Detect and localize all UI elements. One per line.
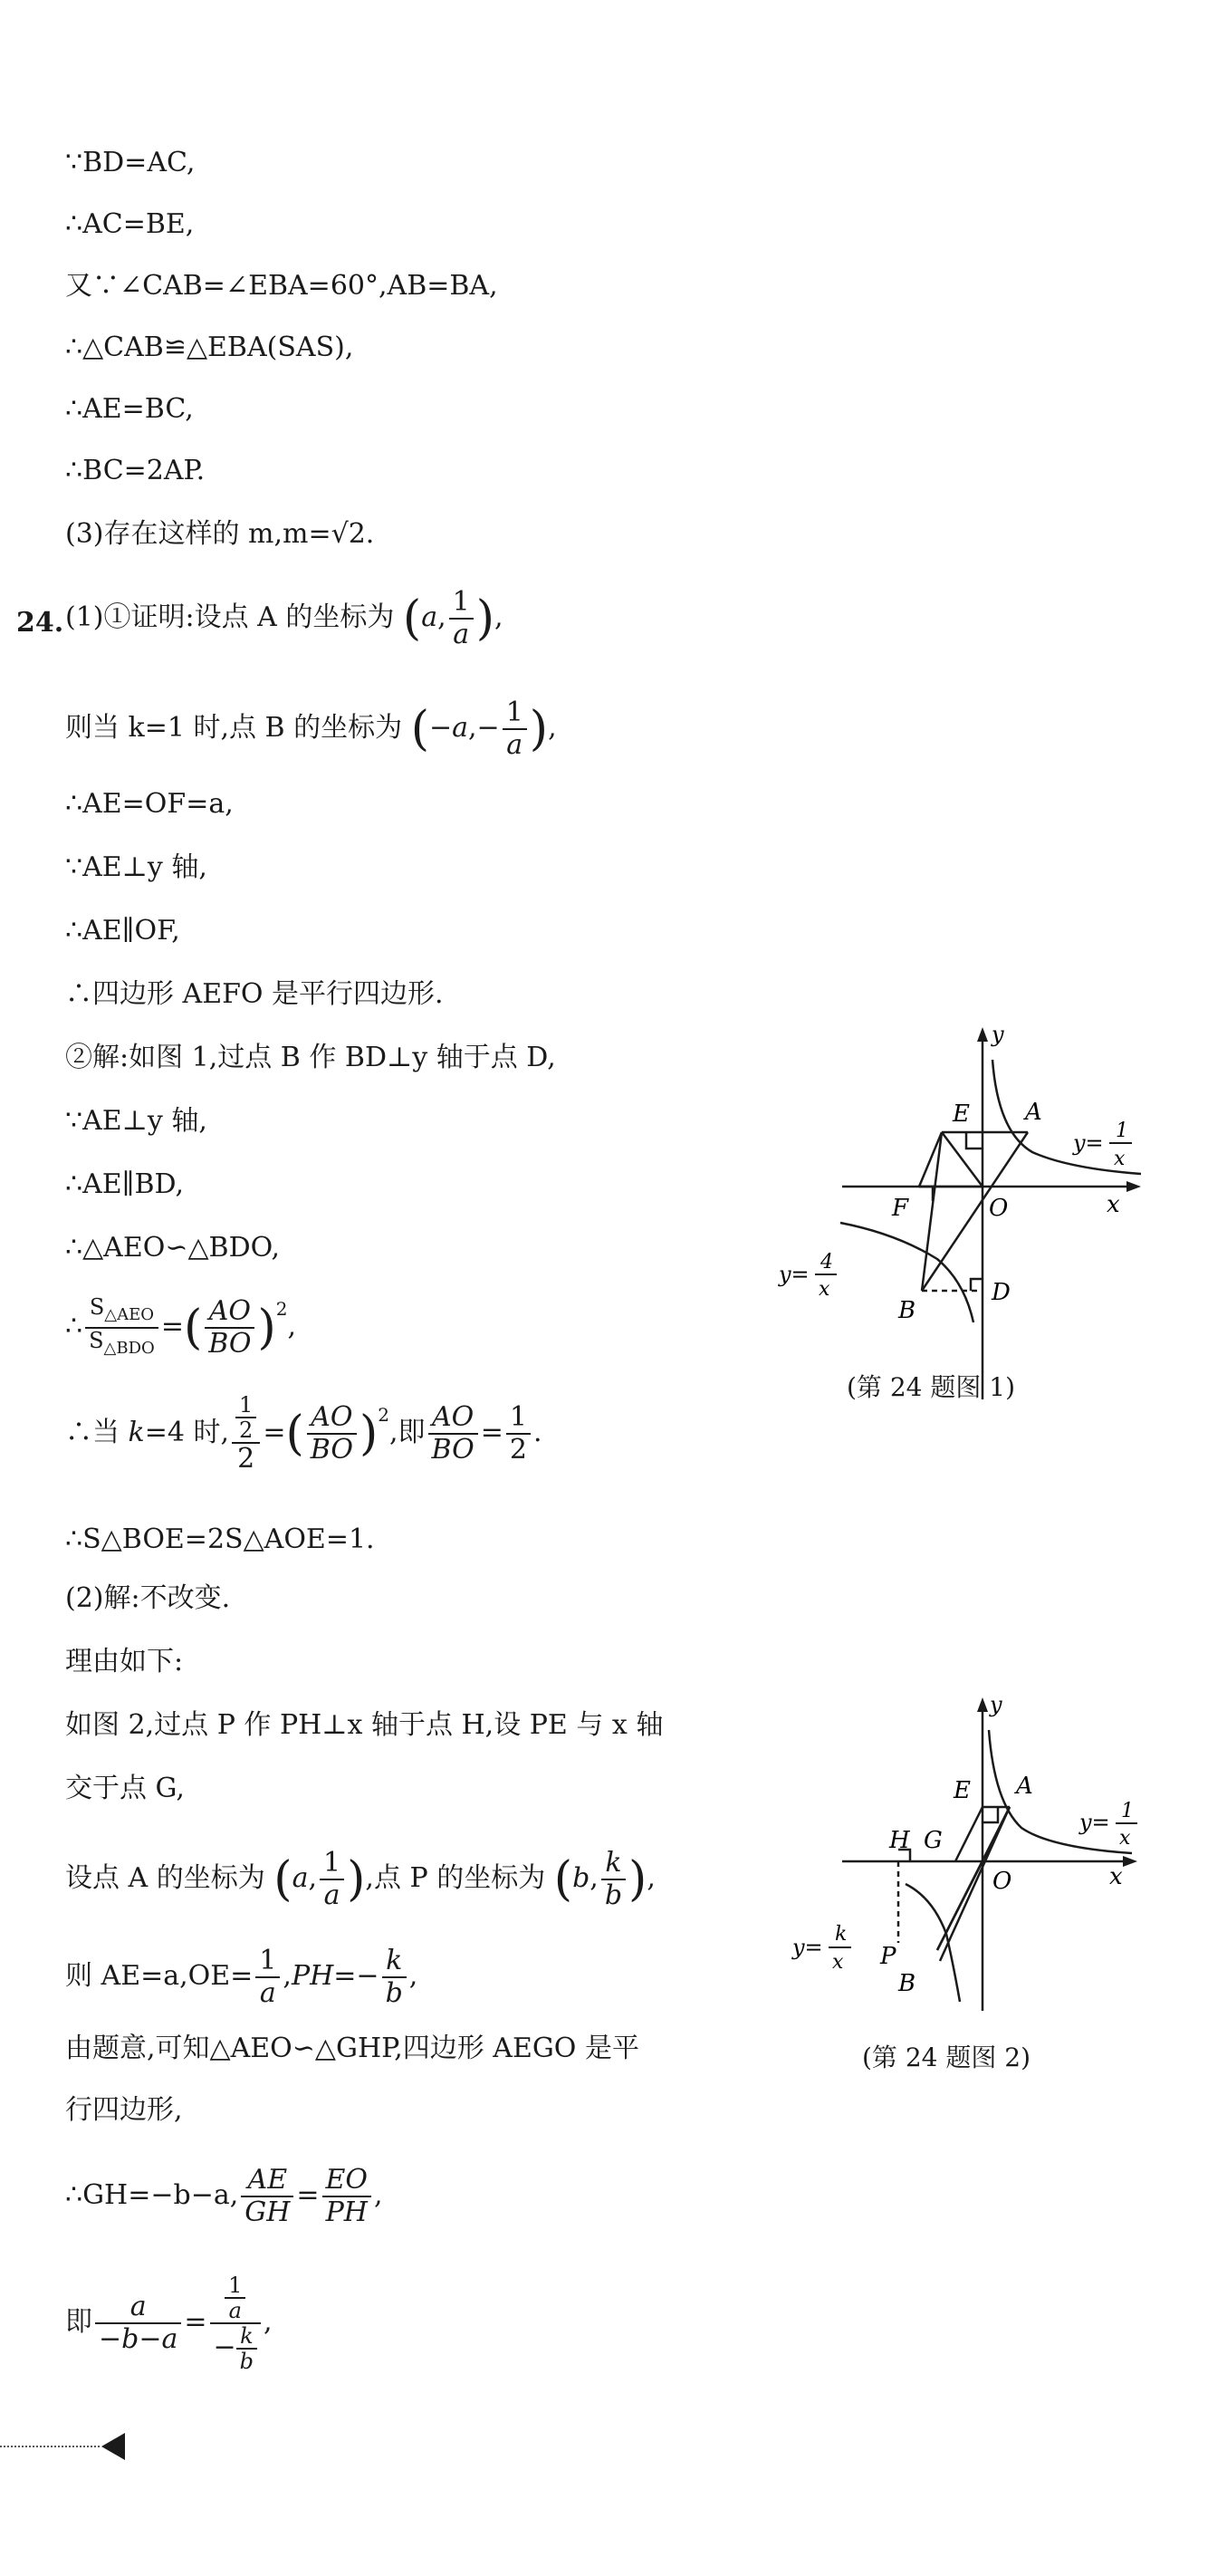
- fraction-numerator: 1: [1121, 1800, 1134, 1822]
- footer-dotted-line: [0, 2446, 100, 2447]
- point-label-e: E: [953, 1101, 970, 1128]
- text-line: ∴BC=2AP.: [65, 455, 206, 486]
- text-line: ∴△AEO∽△BDO,: [65, 1232, 280, 1264]
- function-label-1: y=: [1073, 1130, 1104, 1156]
- fraction-numerator: 4: [820, 1251, 833, 1274]
- text-line: 交于点 G,: [65, 1773, 185, 1804]
- point-label-g: G: [924, 1827, 943, 1854]
- text-line: 又∵∠CAB=∠EBA=60°,AB=BA,: [65, 270, 498, 302]
- question-number: 24.: [16, 607, 64, 639]
- text-line: (2)解:不改变.: [65, 1582, 231, 1614]
- point-label-b: B: [898, 1297, 916, 1324]
- axis-label-x: x: [1107, 1191, 1120, 1218]
- text-line: 理由如下:: [65, 1646, 184, 1677]
- axis-label-y: y: [992, 1024, 1004, 1047]
- text-line: ∴S△BOE=2S△AOE=1.: [65, 1523, 375, 1555]
- text-segment: 设点 A 的坐标为: [65, 1862, 265, 1894]
- text-line: ∵BD=AC,: [65, 147, 196, 178]
- text-line: ∴AE=BC,: [65, 393, 194, 425]
- point-label-p: P: [880, 1943, 896, 1970]
- text-segment: 则 AE=a,OE=: [65, 1960, 254, 1992]
- point-label-b: B: [898, 1970, 916, 1997]
- text-segment: ,点 P 的坐标为: [365, 1862, 546, 1894]
- text-line: 如图 2,过点 P 作 PH⊥x 轴于点 H,设 PE 与 x 轴: [65, 1709, 664, 1741]
- fraction-numerator: k: [835, 1923, 848, 1946]
- fraction-numerator: 1: [1116, 1120, 1128, 1142]
- text-line: (3)存在这样的 m,m=√2.: [65, 518, 375, 550]
- text-line: ∴AE=OF=a,: [65, 788, 234, 820]
- point-label-a: A: [1025, 1099, 1042, 1126]
- axis-label-y: y: [990, 1694, 1002, 1717]
- text-line: (1)①证明:设点 A 的坐标为 (a, $\frac{1}{a}$ ),: [65, 586, 503, 650]
- formula-line: ∴GH=−b−a, $\frac{AE}{GH}$ = $\frac{EO}{PH}$ ,: [65, 2164, 383, 2228]
- point-label-d: D: [992, 1279, 1011, 1306]
- text-line: ②解:如图 1,过点 B 作 BD⊥y 轴于点 D,: [65, 1042, 556, 1073]
- formula-line: ∴当 k=4 时, $\frac{\frac{1}{2}}{2}$ =( $\frac{AO}{BO}$ )$^2$,即 $\frac{AO}{BO}$ = $\frac{1}{2}$ .: [65, 1392, 542, 1475]
- function-label-1: y=: [1079, 1810, 1110, 1835]
- function-label-2: y=: [779, 1262, 810, 1287]
- axis-label-x: x: [1109, 1863, 1123, 1890]
- text-line: ∴△CAB≌△EBA(SAS),: [65, 332, 354, 363]
- fraction-denominator: x: [1114, 1148, 1126, 1170]
- text-line: 由题意,可知△AEO∽△GHP,四边形 AEGO 是平: [65, 2033, 639, 2064]
- figure-caption: (第 24 题图 1): [847, 1372, 1015, 1402]
- point-label-e: E: [954, 1777, 971, 1804]
- point-label-a: A: [1016, 1773, 1033, 1800]
- page-arrow-icon: [101, 2433, 125, 2460]
- formula-line: 设点 A 的坐标为 (a, $\frac{1}{a}$ ),点 P 的坐标为 (b, $\frac{k}{b}$ ),: [65, 1847, 656, 1911]
- formula-line: 则 AE=a,OE= $\frac{1}{a}$ ,PH=− $\frac{k}{b}$ ,: [65, 1945, 418, 2009]
- text-line: 则当 k=1 时,点 B 的坐标为 (−a,− $\frac{1}{a}$ ),: [65, 697, 557, 761]
- formula-line: ∴ $\frac{S_{\triangle AEO}}{S_{\triangle BDO}}$ =( $\frac{AO}{BO}$ )$^2$,: [65, 1294, 297, 1360]
- text-line: 行四边形,: [65, 2094, 183, 2126]
- figure-caption: (第 24 题图 2): [862, 2043, 1030, 2072]
- text-line: ∴四边形 AEFO 是平行四边形.: [65, 978, 444, 1010]
- formula-line: 即 $\frac{a}{-b-a}$ = $\frac{1}{a}$ − $\frac{k}{b}$ ,: [65, 2273, 273, 2374]
- fraction-denominator: x: [1119, 1827, 1131, 1850]
- point-label-o: O: [992, 1868, 1012, 1895]
- point-label-h: H: [889, 1827, 910, 1854]
- point-label-f: F: [892, 1195, 909, 1222]
- text-segment: 即: [65, 2306, 92, 2338]
- text-line: ∵AE⊥y 轴,: [65, 851, 207, 883]
- text-segment: (1)①证明:设点 A 的坐标为: [65, 601, 395, 633]
- text-line: ∴AE∥BD,: [65, 1168, 185, 1200]
- fraction-denominator: x: [819, 1278, 830, 1301]
- figure-1: [761, 1024, 1159, 1404]
- text-line: ∴AE∥OF,: [65, 915, 180, 947]
- text-segment: ∴GH=−b−a,: [65, 2179, 239, 2211]
- figure-2: [779, 1694, 1159, 2029]
- fraction-denominator: x: [832, 1951, 844, 1974]
- text-line: ∴AC=BE,: [65, 208, 195, 240]
- text-line: ∵AE⊥y 轴,: [65, 1105, 207, 1137]
- text-segment: 则当 k=1 时,点 B 的坐标为: [65, 712, 403, 744]
- function-label-2: y=: [792, 1935, 823, 1960]
- point-label-o: O: [989, 1195, 1009, 1222]
